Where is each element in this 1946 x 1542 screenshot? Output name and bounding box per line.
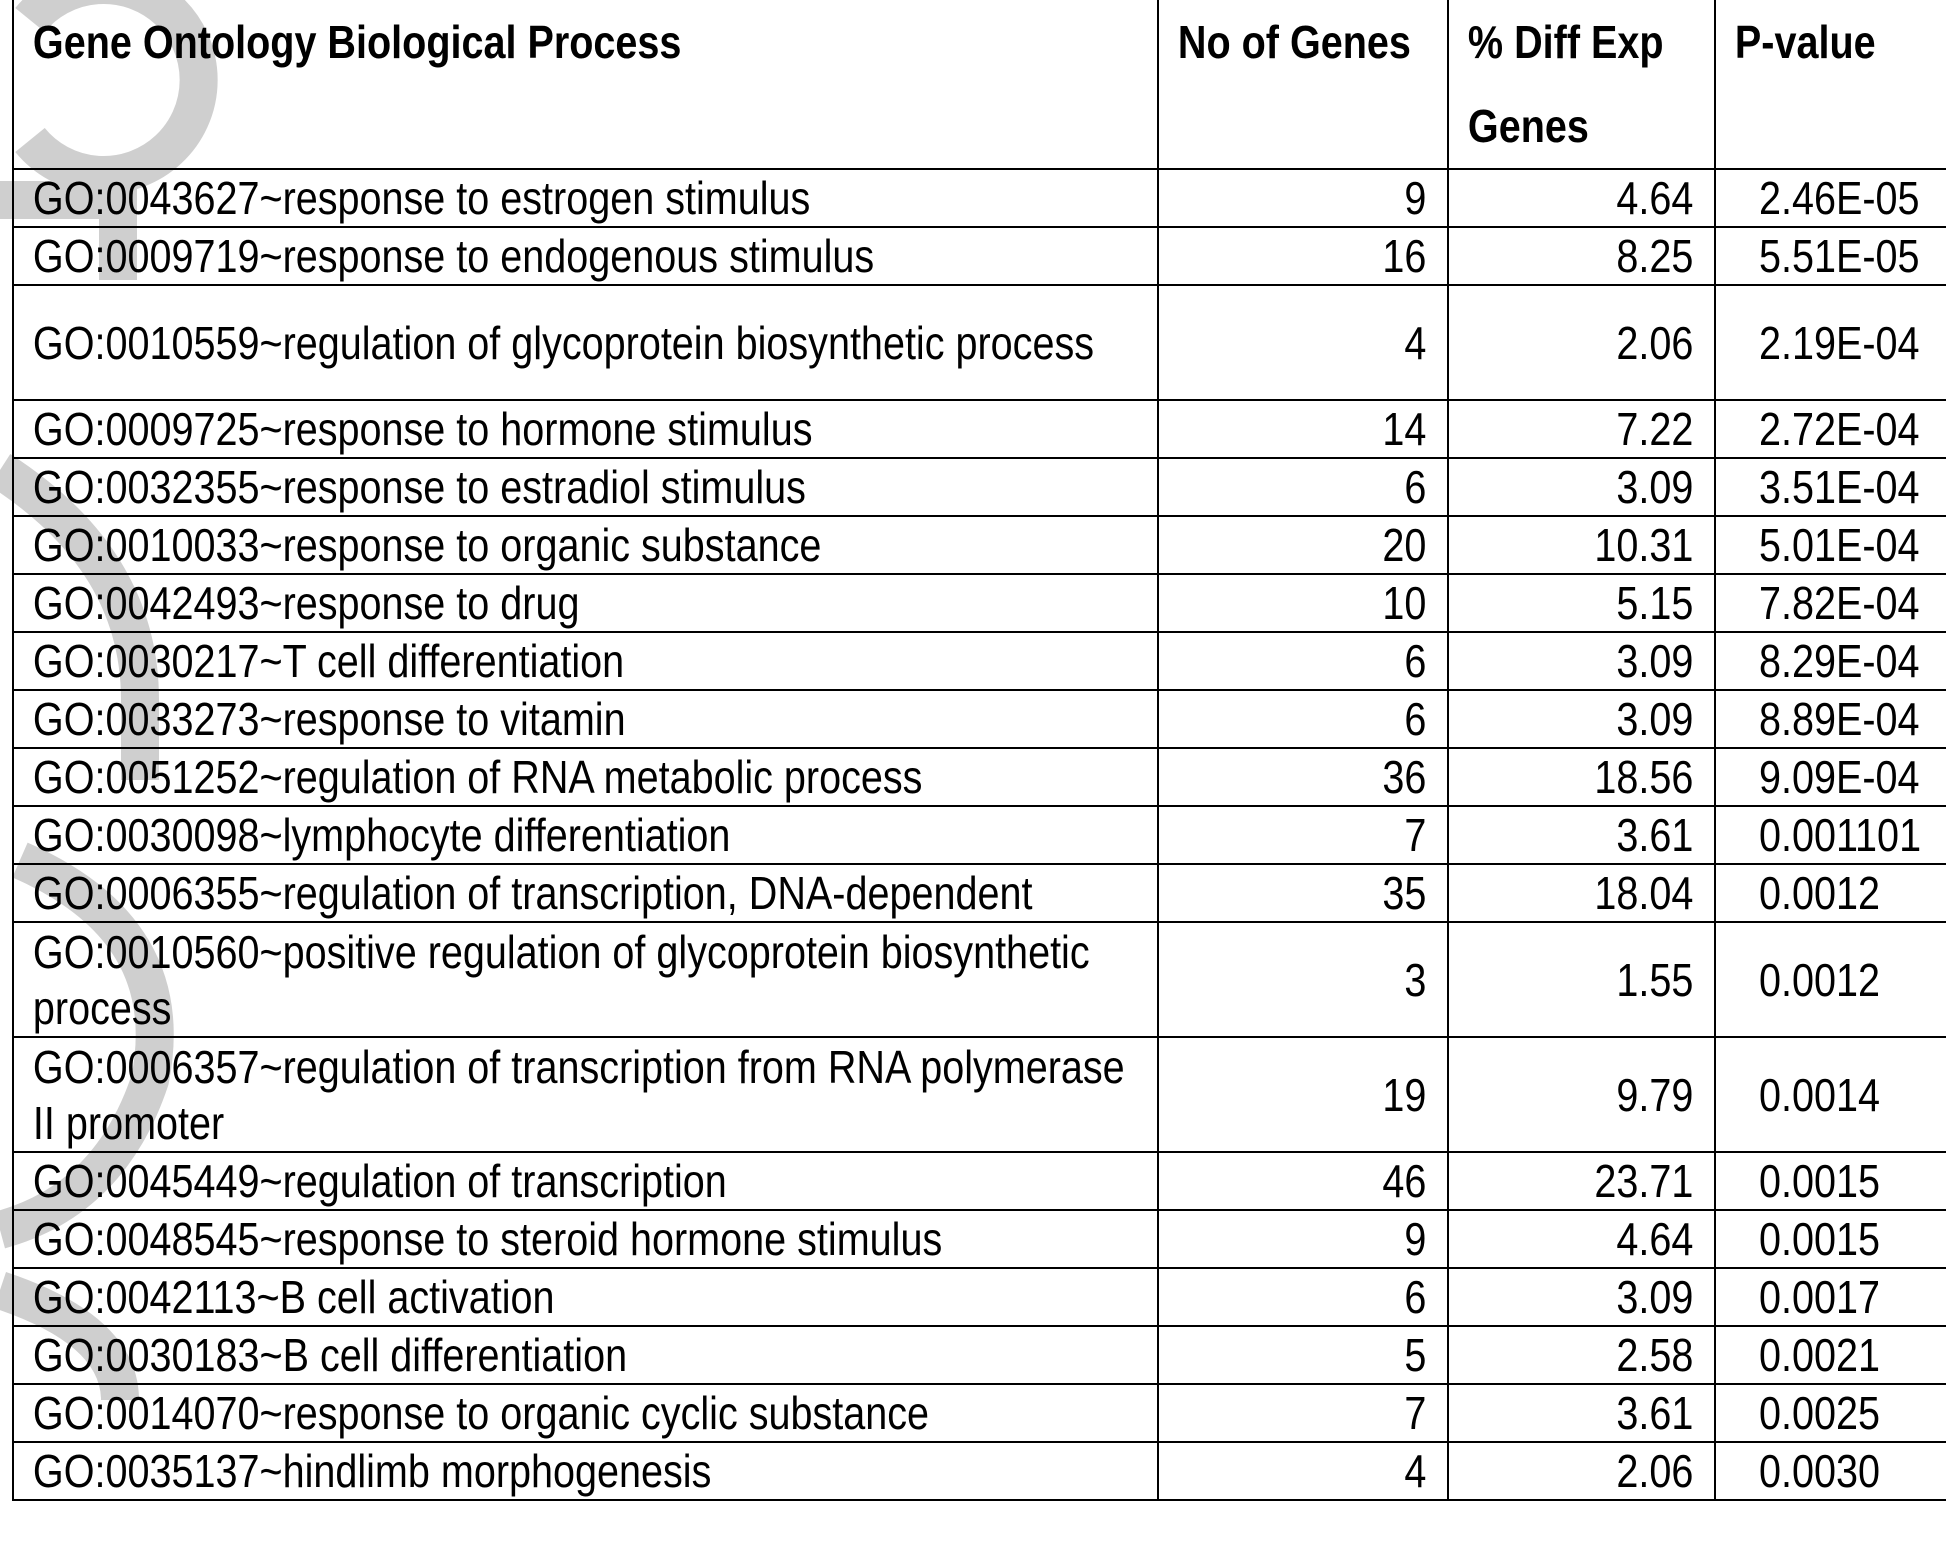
cell-no-genes: 7 bbox=[1158, 806, 1448, 864]
table-row bbox=[13, 1326, 1946, 1384]
cell-pvalue: 2.72E-04 bbox=[1715, 400, 1946, 458]
cell-process: GO:0048545~response to steroid hormone stimulus bbox=[13, 1210, 1158, 1268]
header-process: Gene Ontology Biological Process bbox=[13, 0, 1158, 169]
cell-pvalue: 5.01E-04 bbox=[1715, 516, 1946, 574]
table-row bbox=[13, 227, 1946, 285]
cell-process: GO:0035137~hindlimb morphogenesis bbox=[13, 1442, 1158, 1500]
cell-pvalue: 0.0015 bbox=[1715, 1152, 1946, 1210]
cell-no-genes: 36 bbox=[1158, 748, 1448, 806]
cell-process: GO:0042493~response to drug bbox=[13, 574, 1158, 632]
cell-pvalue: 3.51E-04 bbox=[1715, 458, 1946, 516]
header-no-genes: No of Genes bbox=[1158, 0, 1448, 169]
cell-pct: 3.61 bbox=[1448, 806, 1715, 864]
cell-no-genes: 9 bbox=[1158, 1210, 1448, 1268]
cell-no-genes: 16 bbox=[1158, 227, 1448, 285]
cell-pct: 2.58 bbox=[1448, 1326, 1715, 1384]
table-row bbox=[13, 400, 1946, 458]
cell-pct: 4.64 bbox=[1448, 1210, 1715, 1268]
cell-pvalue: 9.09E-04 bbox=[1715, 748, 1946, 806]
table-row bbox=[13, 1037, 1946, 1152]
cell-no-genes: 6 bbox=[1158, 1268, 1448, 1326]
cell-process: GO:0006357~regulation of transcription from RNA polymerase II promoter bbox=[13, 1037, 1158, 1152]
table-row bbox=[13, 1152, 1946, 1210]
cell-pct: 3.09 bbox=[1448, 1268, 1715, 1326]
cell-no-genes: 6 bbox=[1158, 632, 1448, 690]
cell-no-genes: 35 bbox=[1158, 864, 1448, 922]
cell-pvalue: 0.001101 bbox=[1715, 806, 1946, 864]
cell-no-genes: 9 bbox=[1158, 169, 1448, 227]
cell-pct: 3.09 bbox=[1448, 690, 1715, 748]
cell-pct: 7.22 bbox=[1448, 400, 1715, 458]
table-row bbox=[13, 1384, 1946, 1442]
cell-process: GO:0010560~positive regulation of glycoprotein biosynthetic process bbox=[13, 922, 1158, 1037]
cell-pvalue: 2.46E-05 bbox=[1715, 169, 1946, 227]
table-row bbox=[13, 1210, 1946, 1268]
cell-pvalue: 8.89E-04 bbox=[1715, 690, 1946, 748]
cell-process: GO:0009725~response to hormone stimulus bbox=[13, 400, 1158, 458]
table-row bbox=[13, 1442, 1946, 1500]
table-row bbox=[13, 632, 1946, 690]
cell-process: GO:0030217~T cell differentiation bbox=[13, 632, 1158, 690]
cell-pvalue: 0.0012 bbox=[1715, 864, 1946, 922]
cell-no-genes: 4 bbox=[1158, 1442, 1448, 1500]
cell-no-genes: 46 bbox=[1158, 1152, 1448, 1210]
cell-process: GO:0030183~B cell differentiation bbox=[13, 1326, 1158, 1384]
cell-pvalue: 0.0021 bbox=[1715, 1326, 1946, 1384]
go-enrichment-table bbox=[12, 0, 1946, 1501]
cell-pvalue: 8.29E-04 bbox=[1715, 632, 1946, 690]
cell-process: GO:0030098~lymphocyte differentiation bbox=[13, 806, 1158, 864]
cell-pct: 23.71 bbox=[1448, 1152, 1715, 1210]
cell-process: GO:0051252~regulation of RNA metabolic process bbox=[13, 748, 1158, 806]
cell-pvalue: 0.0015 bbox=[1715, 1210, 1946, 1268]
cell-no-genes: 10 bbox=[1158, 574, 1448, 632]
table-row bbox=[13, 690, 1946, 748]
cell-no-genes: 6 bbox=[1158, 690, 1448, 748]
cell-pvalue: 0.0017 bbox=[1715, 1268, 1946, 1326]
cell-pct: 3.09 bbox=[1448, 458, 1715, 516]
cell-process: GO:0033273~response to vitamin bbox=[13, 690, 1158, 748]
table-row bbox=[13, 922, 1946, 1037]
cell-pct: 4.64 bbox=[1448, 169, 1715, 227]
cell-pvalue: 0.0012 bbox=[1715, 922, 1946, 1037]
cell-pct: 5.15 bbox=[1448, 574, 1715, 632]
cell-pct: 3.61 bbox=[1448, 1384, 1715, 1442]
table-row bbox=[13, 864, 1946, 922]
table-body bbox=[13, 169, 1946, 1500]
table-row bbox=[13, 285, 1946, 400]
table-row bbox=[13, 169, 1946, 227]
cell-no-genes: 6 bbox=[1158, 458, 1448, 516]
cell-pvalue: 7.82E-04 bbox=[1715, 574, 1946, 632]
cell-no-genes: 4 bbox=[1158, 285, 1448, 400]
header-pvalue: P-value bbox=[1715, 0, 1946, 169]
cell-pct: 8.25 bbox=[1448, 227, 1715, 285]
cell-pvalue: 5.51E-05 bbox=[1715, 227, 1946, 285]
cell-pct: 9.79 bbox=[1448, 1037, 1715, 1152]
cell-process: GO:0009719~response to endogenous stimulus bbox=[13, 227, 1158, 285]
cell-no-genes: 3 bbox=[1158, 922, 1448, 1037]
cell-pvalue: 0.0030 bbox=[1715, 1442, 1946, 1500]
header-row bbox=[13, 0, 1946, 169]
cell-pvalue: 0.0014 bbox=[1715, 1037, 1946, 1152]
cell-no-genes: 20 bbox=[1158, 516, 1448, 574]
cell-no-genes: 14 bbox=[1158, 400, 1448, 458]
cell-process: GO:0045449~regulation of transcription bbox=[13, 1152, 1158, 1210]
cell-pvalue: 0.0025 bbox=[1715, 1384, 1946, 1442]
cell-no-genes: 7 bbox=[1158, 1384, 1448, 1442]
table-row bbox=[13, 748, 1946, 806]
table-row bbox=[13, 516, 1946, 574]
table-row bbox=[13, 1268, 1946, 1326]
cell-process: GO:0043627~response to estrogen stimulus bbox=[13, 169, 1158, 227]
cell-pct: 3.09 bbox=[1448, 632, 1715, 690]
table-row bbox=[13, 574, 1946, 632]
cell-process: GO:0006355~regulation of transcription, DNA-dependent bbox=[13, 864, 1158, 922]
cell-process: GO:0014070~response to organic cyclic substance bbox=[13, 1384, 1158, 1442]
cell-process: GO:0042113~B cell activation bbox=[13, 1268, 1158, 1326]
cell-pct: 18.56 bbox=[1448, 748, 1715, 806]
cell-pct: 2.06 bbox=[1448, 285, 1715, 400]
cell-pct: 10.31 bbox=[1448, 516, 1715, 574]
cell-no-genes: 19 bbox=[1158, 1037, 1448, 1152]
cell-pvalue: 2.19E-04 bbox=[1715, 285, 1946, 400]
cell-process: GO:0010033~response to organic substance bbox=[13, 516, 1158, 574]
cell-no-genes: 5 bbox=[1158, 1326, 1448, 1384]
cell-process: GO:0032355~response to estradiol stimulus bbox=[13, 458, 1158, 516]
table-row bbox=[13, 458, 1946, 516]
cell-process: GO:0010559~regulation of glycoprotein biosynthetic process bbox=[13, 285, 1158, 400]
cell-pct: 1.55 bbox=[1448, 922, 1715, 1037]
cell-pct: 18.04 bbox=[1448, 864, 1715, 922]
header-pct-diff-exp: % Diff Exp Genes bbox=[1448, 0, 1715, 169]
table-row bbox=[13, 806, 1946, 864]
cell-pct: 2.06 bbox=[1448, 1442, 1715, 1500]
